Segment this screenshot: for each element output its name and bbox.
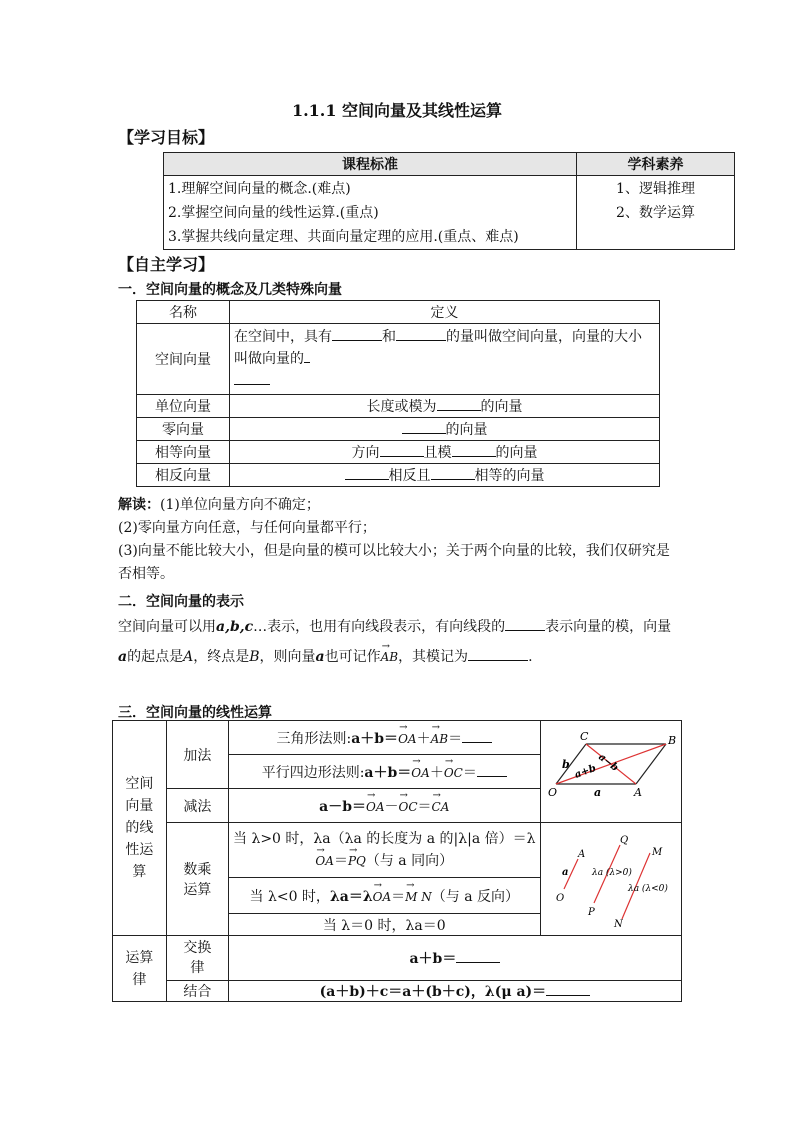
col-name: 名称 [137,301,230,324]
var-B: B [249,649,260,665]
text: 也可记作 [324,649,381,665]
col-standard: 课程标准 [164,153,577,176]
page-title: 1.1.1 空间向量及其线性运算 [291,101,503,120]
vector: → OA [398,732,417,746]
def-text: 方向 [351,445,380,461]
part3-heading: 三．空间向量的线性运算 [118,705,272,721]
text: ，终点是 [193,649,250,665]
self-study-heading: 【自主学习】 [118,255,215,274]
blank [304,350,310,363]
vector: → PQ [348,850,366,872]
op: ＝ [391,888,406,905]
note-2: (2)零向量方向任意，与任何向量都平行； [118,520,376,536]
label-O2: O [555,893,565,904]
label-P: P [587,907,595,918]
text: 的起点是 [127,649,184,665]
group-label-text: 空间向量的线性运算 [125,776,154,880]
sub-label: 减法 [166,789,228,823]
label-lpos: λa (λ>0) [591,868,632,878]
text: 表示向量的模，向量 [545,619,672,635]
vector: → OA [366,800,385,814]
op: ＋ [429,764,444,781]
col-literacy: 学科素养 [577,153,735,176]
comm-label-text: 交换律 [183,940,212,976]
expr: a－b＝ [319,798,366,815]
diagram2-cell [540,823,681,936]
text: 平行四边形法则: [261,764,365,781]
law-label [113,936,167,1002]
op: － [384,798,399,815]
var-a: a [315,649,325,665]
label-O: O [547,785,557,799]
vector: → M N [405,890,432,904]
label-a2: a [561,867,569,878]
text: （与 a 同向） [365,853,454,870]
label-B: B [667,733,676,747]
comm-label [166,936,228,981]
blank [477,764,507,777]
row-name: 零向量 [137,418,230,441]
op: ＝ [417,798,432,815]
label-A2: A [577,849,586,860]
mul-neg [228,878,540,914]
text: ，其模记为 [398,649,469,665]
standard-1: 1.理解空间向量的概念.(难点) [168,181,351,197]
vector: → CA [432,800,450,814]
row-name: 相反向量 [137,464,230,487]
expr: a＋b＝ [351,730,399,747]
table-row [137,418,660,441]
note-1: (1)单位向量方向不确定； [160,497,320,513]
blank [462,730,492,743]
mul-label-text: 数乘运算 [183,862,212,898]
vector: → AB [431,732,448,746]
vector: → OC [444,766,463,780]
part1-heading: 一．空间向量的概念及几类特殊向量 [118,282,342,298]
assoc-label: 结合 [166,981,228,1002]
notes [118,494,678,586]
row-name: 空间向量 [137,324,230,395]
def-text: 的向量 [480,399,523,415]
objectives-table [163,152,735,250]
comm-expr [228,936,681,981]
letters: a,b,c [216,619,254,635]
table-row [137,464,660,487]
literacy-2: 2、数学运算 [616,205,695,221]
op: ＝ [448,730,463,747]
label-N: N [613,919,623,930]
op: ＋ [416,730,431,747]
standard-3: 3.掌握共线向量定理、共面向量定理的应用.(重点、难点) [168,229,519,245]
def-text: 在空间中，具有 [234,329,332,345]
blank [396,328,446,341]
def-text: 相等的向量 [474,468,545,484]
expr: (a＋b)＋c＝a＋(b＋c)，λ(μ a)＝ [319,984,547,1000]
text: 当 λ<0 时， [249,888,330,905]
concept-table [136,300,660,487]
expr: λa＝λ [329,888,373,905]
note-3: (3)向量不能比较大小，但是向量的模可以比较大小；关于两个向量的比较，我们仅研究是否相等。 [118,543,670,582]
standard-2: 2.掌握空间向量的线性运算.(重点) [168,205,379,221]
vector: → OC [399,800,418,814]
table-row [137,441,660,464]
label-M: M [651,847,663,858]
mul-zero: 当 λ＝0 时，λa＝0 [228,914,540,936]
col-def: 定义 [230,301,660,324]
scalar-diagram [542,823,680,931]
add-label: 加法 [166,721,228,789]
literacy-1: 1、逻辑推理 [616,181,695,197]
label-C: C [579,729,589,743]
blank [456,950,500,963]
def-text: 且模 [423,445,452,461]
expr: a＋b＝ [409,951,457,967]
vector: → OA [411,766,430,780]
expr: a＋b＝ [364,764,412,781]
text: （与 a 反向） [431,888,520,905]
text: . [528,649,533,665]
def-text: 的向量 [445,422,488,438]
row-name: 单位向量 [137,395,230,418]
label-b: b [561,757,570,771]
def-text: 长度或模为 [366,399,437,415]
parallelogram-diagram [542,722,680,818]
blank [345,467,389,480]
text: 空间向量可以用 [118,619,216,635]
blank [431,467,475,480]
vector-AB: → AB [381,642,398,672]
label-amb: a−b [596,751,621,774]
blank [437,398,481,411]
objectives-heading: 【学习目标】 [118,128,215,147]
text: 三角形法则: [276,730,352,747]
text: ，则向量 [259,649,316,665]
assoc-expr [228,981,681,1002]
def-text: 的量叫做空间向量，向量的大小叫做向量的 [234,329,642,367]
blank [332,328,382,341]
def-text: 和 [382,329,396,345]
add-parallel [228,755,540,789]
text: 当 λ>0 时，λa（λa 的长度为 a 的|λ|a 倍）＝λ [233,831,536,848]
law-label-text: 运算律 [125,949,154,988]
add-triangle [228,721,540,755]
label-a: a [593,785,601,799]
label-lneg: λa (λ<0) [627,884,668,894]
def-text: 的向量 [495,445,538,461]
op: ＝ [462,764,477,781]
label-apb: a+b [573,762,598,781]
table-row [137,395,660,418]
table-row [137,324,660,395]
vector: → OA [315,850,334,872]
mul-label [166,823,228,936]
row-name: 相等向量 [137,441,230,464]
text: …表示，也用有向线段表示，有向线段的 [253,619,506,635]
blank [546,983,590,996]
op: ＝ [333,853,348,870]
var-A: A [183,649,194,665]
blank [505,618,545,631]
var-a: a [118,649,128,665]
label-Q: Q [619,835,629,846]
blank [452,444,496,457]
part2-heading: 二．空间向量的表示 [118,594,244,610]
blank [234,372,270,385]
part2-text [118,612,678,672]
blank [402,421,446,434]
blank [468,648,528,661]
label-A: A [633,785,642,799]
sub-expr [228,789,540,823]
mul-pos [228,823,540,878]
blank [380,444,424,457]
notes-label: 解读： [118,497,160,513]
diagram1-cell [540,721,681,823]
def-text: 相反且 [388,468,431,484]
linear-ops-table [112,720,682,1002]
group-label [113,721,167,936]
vector: → OA [373,890,392,904]
